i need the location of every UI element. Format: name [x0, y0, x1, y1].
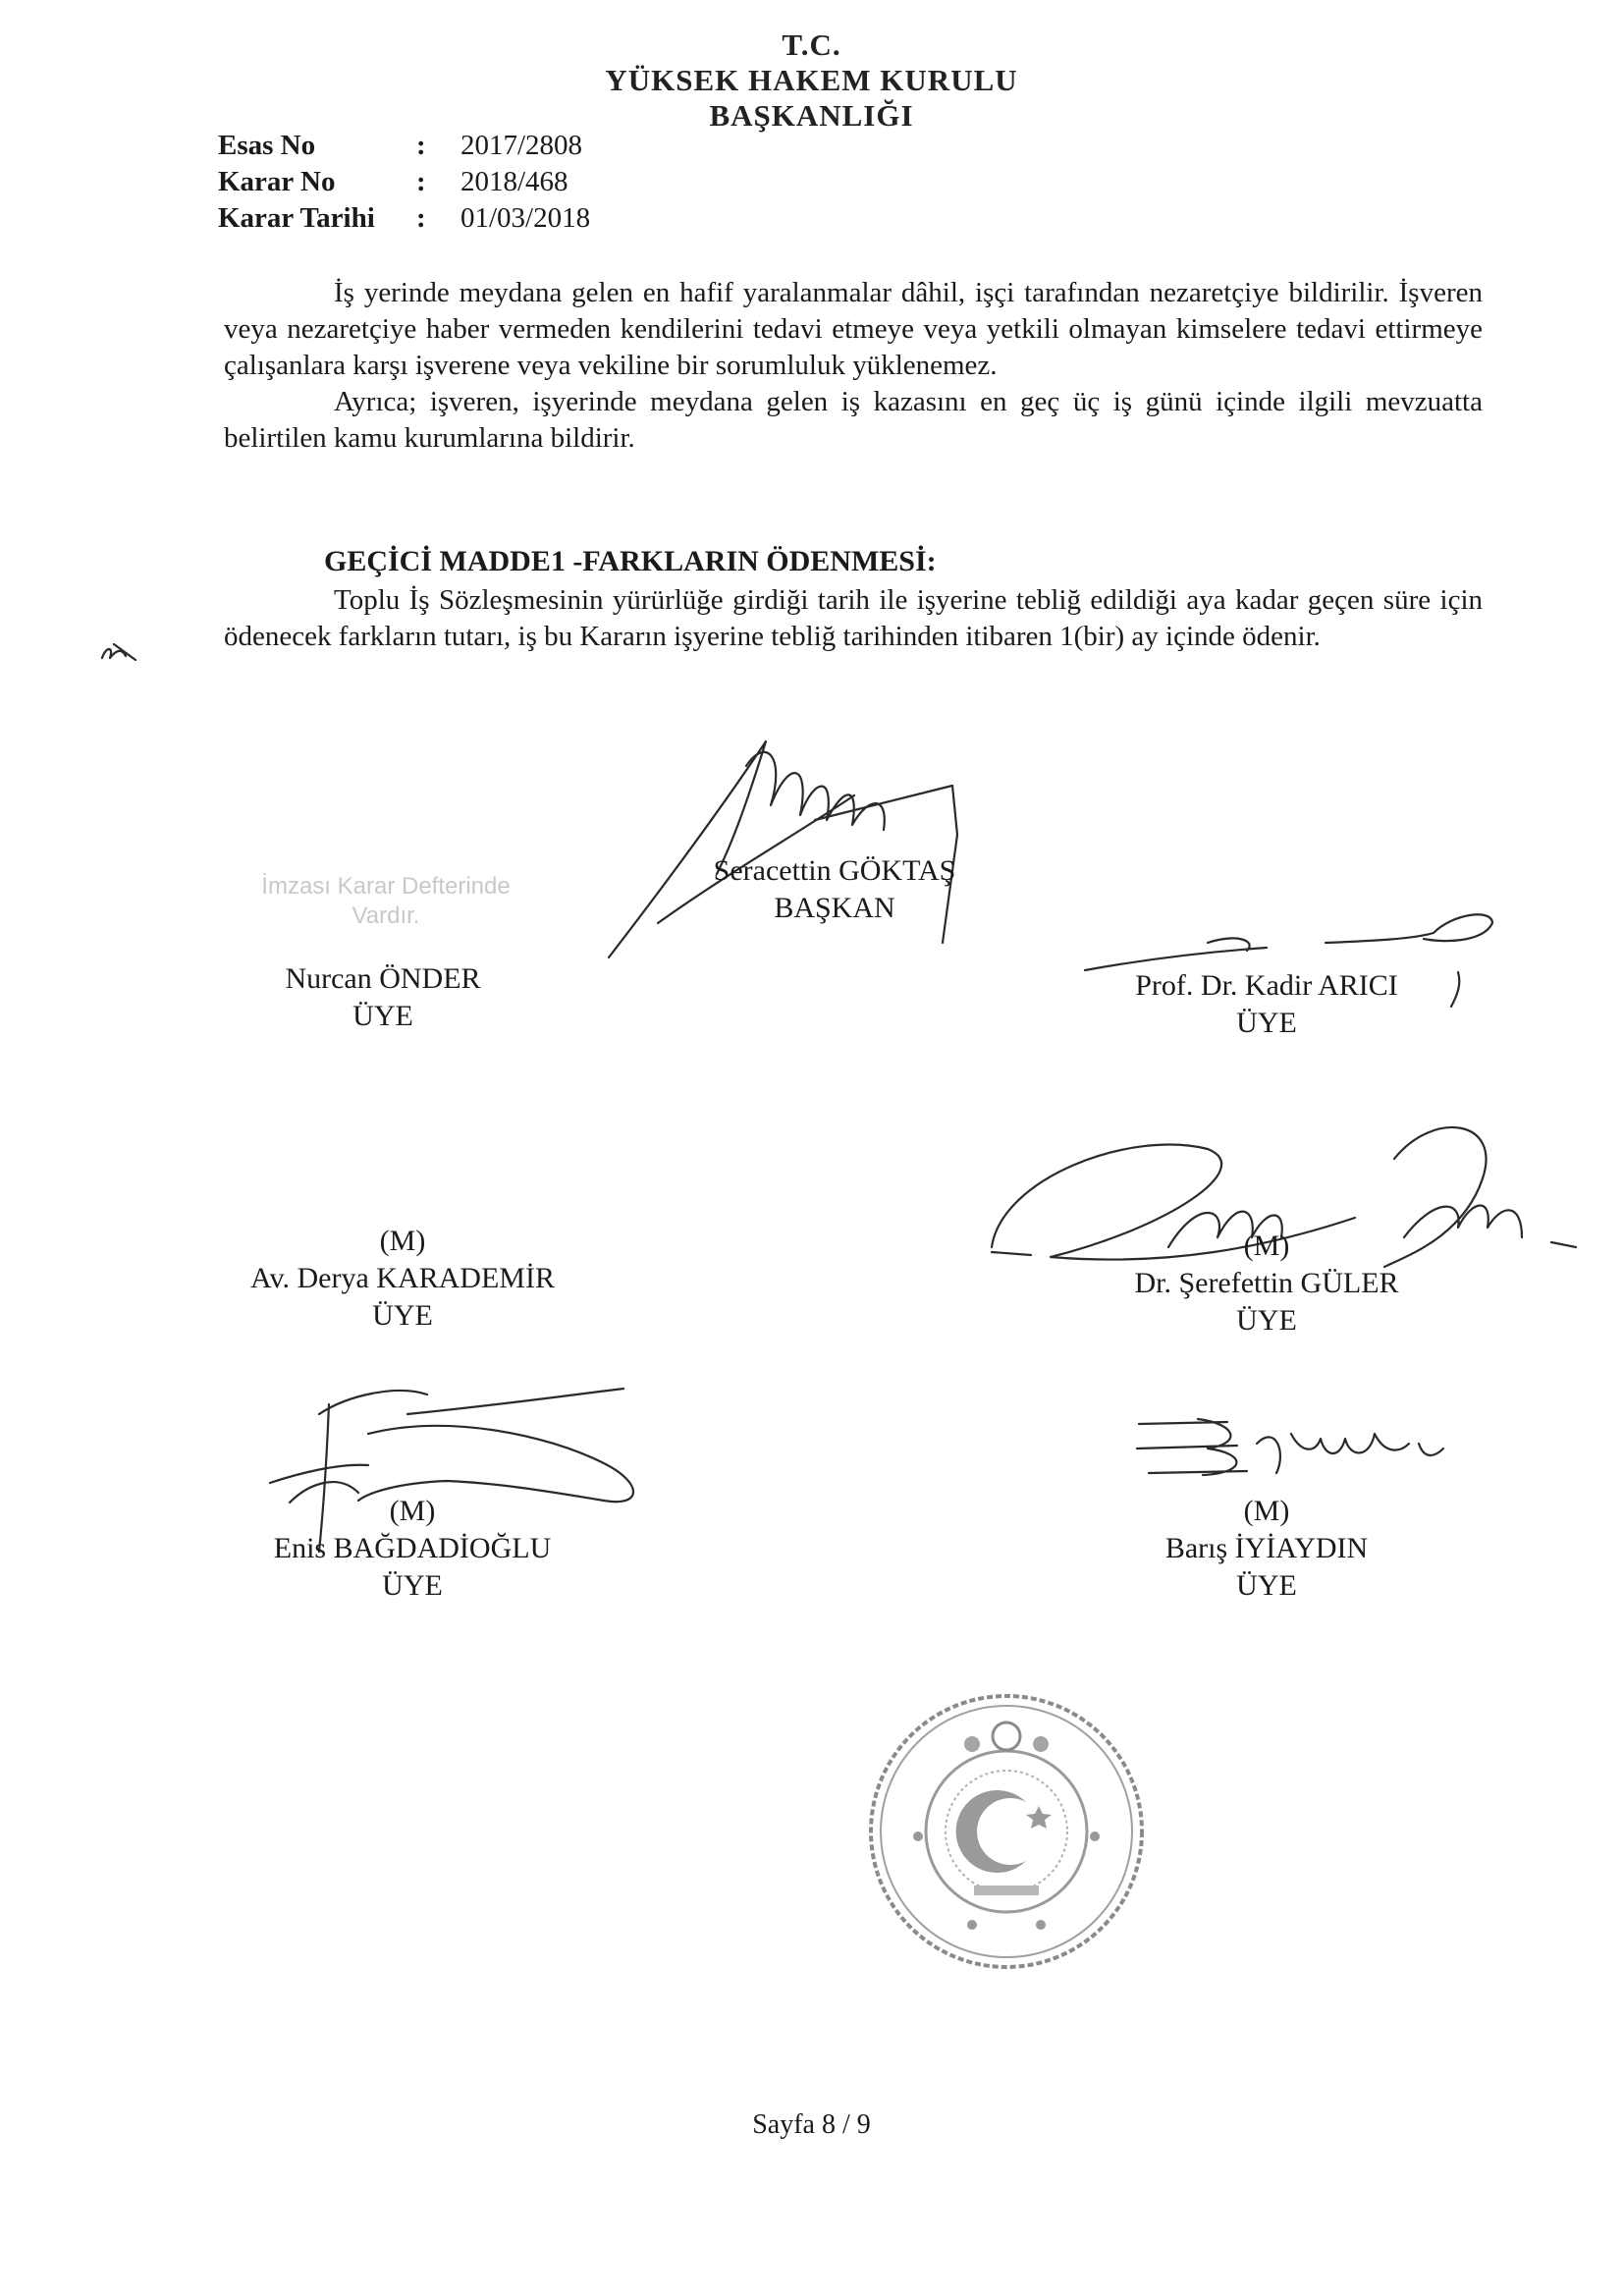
bagdadioglu-title: ÜYE [382, 1569, 443, 1602]
karar-no-row [218, 164, 590, 200]
bagdadioglu-mark: (M) [389, 1495, 436, 1527]
header-tc: T.C. [782, 27, 841, 62]
meta-colon: : [416, 130, 426, 161]
karar-no-value: 2018/468 [460, 166, 568, 197]
page-number: Sayfa 8 / 9 [752, 2109, 871, 2140]
president-signature [599, 727, 982, 962]
iyiaydin-block [1080, 1493, 1453, 1605]
president-title: BAŞKAN [774, 892, 895, 924]
body-paragraphs [224, 275, 1483, 457]
arici-block [1080, 967, 1453, 1042]
bagdadioglu-block [226, 1493, 599, 1605]
section-body [224, 582, 1483, 655]
official-seal [864, 1689, 1149, 1974]
section-heading: GEÇİCİ MADDE1 -FARKLARIN ÖDENMESİ: [324, 545, 937, 577]
onder-title: ÜYE [352, 1000, 413, 1032]
esas-no-value: 2017/2808 [460, 130, 583, 161]
meta-colon: : [416, 202, 426, 234]
karar-tarihi-label: Karar Tarihi [218, 202, 375, 234]
karar-tarihi-row [218, 200, 590, 237]
paragraph-accident-report: Ayrıca; işveren, işyerinde meydana gelen iş kazasını en geç üç iş günü içinde ilgili mevzuatta belirtilen kamu kurumlarına bildirir. [224, 386, 1483, 454]
margin-initials-mark [96, 638, 145, 668]
iyiaydin-signature [1129, 1404, 1463, 1493]
onder-block [226, 960, 540, 1035]
president-block [668, 852, 1001, 927]
iyiaydin-mark: (M) [1243, 1495, 1290, 1527]
bagdadioglu-name: Enis BAĞDADİOĞLU [273, 1532, 552, 1564]
document-header [0, 27, 1623, 134]
guler-mark: (M) [1243, 1230, 1290, 1262]
arici-title: ÜYE [1236, 1007, 1297, 1039]
meta-colon: : [416, 166, 426, 197]
president-name: Seracettin GÖKTAŞ [713, 854, 956, 887]
stamp-line-1: İmzası Karar Defterinde [261, 873, 511, 900]
karademir-mark: (M) [379, 1225, 426, 1257]
signature-in-register-stamp [224, 872, 548, 931]
onder-name: Nurcan ÖNDER [285, 962, 481, 995]
karademir-name: Av. Derya KARADEMİR [250, 1262, 555, 1294]
iyiaydin-title: ÜYE [1236, 1569, 1297, 1602]
guler-title: ÜYE [1236, 1304, 1297, 1337]
paragraph-payment: Toplu İş Sözleşmesinin yürürlüğe girdiği tarih ile işyerine tebliğ edildiği aya kadar geçen süre için ödenecek farkların tutarı, iş bu Kararın işyerine tebliğ tarihinden itibaren 1(bir) ay içinde ödenir. [224, 584, 1483, 652]
header-institution: YÜKSEK HAKEM KURULU [605, 63, 1018, 97]
karademir-block [196, 1223, 609, 1335]
karar-no-label: Karar No [218, 166, 336, 197]
esas-no-label: Esas No [218, 130, 316, 161]
karademir-title: ÜYE [372, 1299, 433, 1332]
karar-tarihi-value: 01/03/2018 [460, 202, 591, 234]
header-presidency: BAŞKANLIĞI [709, 98, 914, 133]
stamp-line-2: Vardır. [352, 902, 420, 929]
guler-block [1080, 1228, 1453, 1339]
case-metadata [218, 128, 590, 237]
paragraph-injuries: İş yerinde meydana gelen en hafif yaralanmalar dâhil, işçi tarafından nezaretçiye bildirilir. İşveren veya nezaretçiye haber vermeden kendilerini tedavi etmeye veya yetkili olmayan kimselere tedavi ettirmeye çalışanlara karşı işverene veya vekiline bir sorumluluk yüklenemez. [224, 277, 1483, 381]
iyiaydin-name: Barış İYİAYDIN [1164, 1532, 1369, 1564]
arici-name: Prof. Dr. Kadir ARICI [1135, 969, 1398, 1002]
esas-no-row [218, 128, 590, 164]
guler-name: Dr. Şerefettin GÜLER [1134, 1267, 1399, 1299]
